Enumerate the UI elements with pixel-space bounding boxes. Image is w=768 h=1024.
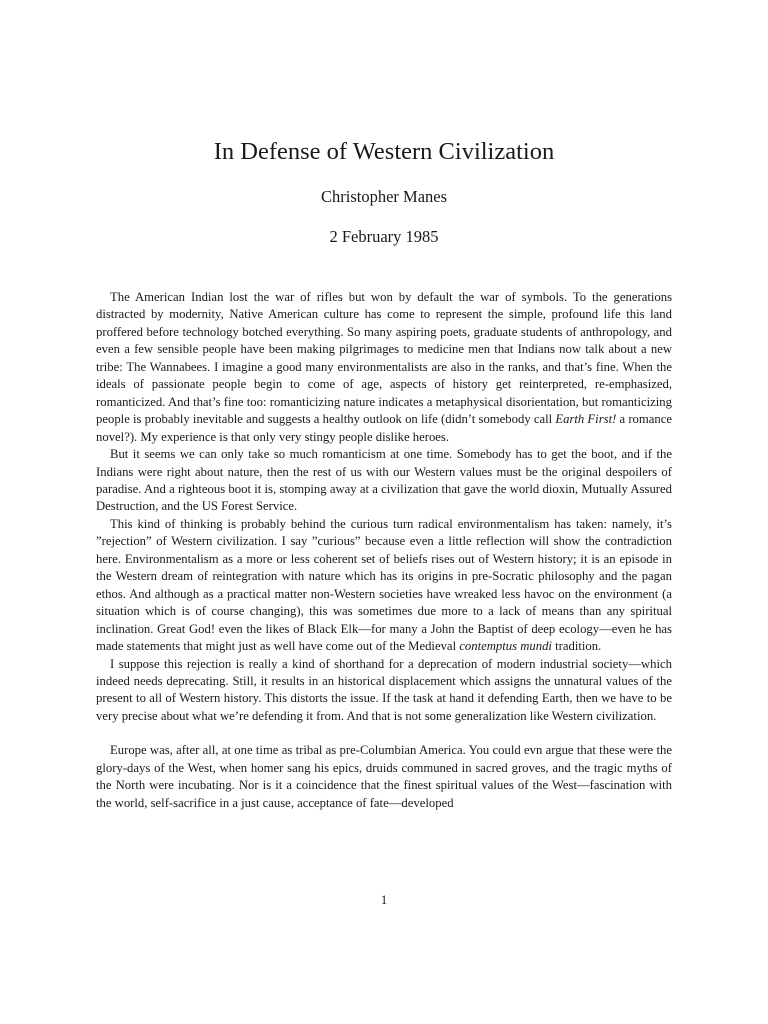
- paragraph-5: Europe was, after all, at one time as tribal as pre-Columbian America. You could evn argue that these were the glory-days of the West, when homer sang his epics, druids communed in sacred groves, and the tragic myths of the North were incubating. Nor is it a coincidence that the finest spiritual values of the West—fascination with the world, self-sacrifice in a just cause, acceptance of fate—developed: [96, 743, 672, 810]
- emphasis-contemptus-mundi: contemptus mundi: [459, 639, 552, 654]
- paragraph-1: The American Indian lost the war of rifles but won by default the war of symbols. To the generations distracted by modernity, Native American culture has come to represent the simple, profound life this land proffered before technology botched everything. So many aspiring poets, graduate students of anthropology, and even a few sensible people have been making pilgrimages to medicine men that Indians now talk about a new tribe: The Wannabees. I imagine a good many environmentalists are also in the ranks, and that’s fine. When the ideals of passionate people begin to come of age, aspects of history get reinterpreted, re-emphasized, romanticized. And that’s fine too: romanticizing nature indicates a metaphysical disorientation, but romanticizing people is probably inevitable and suggests a healthy outlook on life (didn’t somebody call Earth First! a romance novel?). My experience is that only very stingy people dislike heroes.: [96, 290, 672, 444]
- document-author: Christopher Manes: [320, 187, 448, 206]
- emphasis-earth-first: Earth First!: [555, 412, 617, 427]
- page-number: 1: [380, 893, 388, 907]
- paragraph-2: But it seems we can only take so much romanticism at one time. Somebody has to get the boot, and if the Indians were right about nature, then the rest of us with our Western values must be the original despoilers of paradise. And a righteous boot it is, stomping away at a civilization that gave the world dioxin, Mutually Assured Destruction, and the US Forest Service.: [96, 447, 672, 514]
- document-body: [96, 289, 672, 812]
- document-date: 2 February 1985: [329, 227, 439, 246]
- document-title: In Defense of Western Civilization: [213, 138, 555, 165]
- paragraph-4: I suppose this rejection is really a kind of shorthand for a deprecation of modern industrial society—which indeed needs deprecating. Still, it results in an historical displacement which assigns the unnatural values of the present to all of Western history. This distorts the issue. If the task at hand it defending Earth, then we have to be very precise about what we’re defending it from. And that is not some generalization like Western civilization.: [96, 656, 672, 723]
- paragraph-3: This kind of thinking is probably behind the curious turn radical environmentalism has taken: namely, it’s ”rejection” of Western civilization. I say ”curious” because even a little reflection will show the contradiction here. Environmentalism as a more or less coherent set of beliefs rises out of Western history; it is an episode in the Western dream of reintegration with nature which has its origins in pre-Socratic philosophy and the pagan ethos. And although as a practical matter non-Western societies have wreaked less havoc on the environment (a situation which is of course changing), this was sometimes due more to a lack of means than any spiritual inclination. Great God! even the likes of Black Elk—for many a John the Baptist of deep ecology—even he has made statements that might just as well have come out of the Medieval contemptus mundi tradition.: [96, 516, 672, 654]
